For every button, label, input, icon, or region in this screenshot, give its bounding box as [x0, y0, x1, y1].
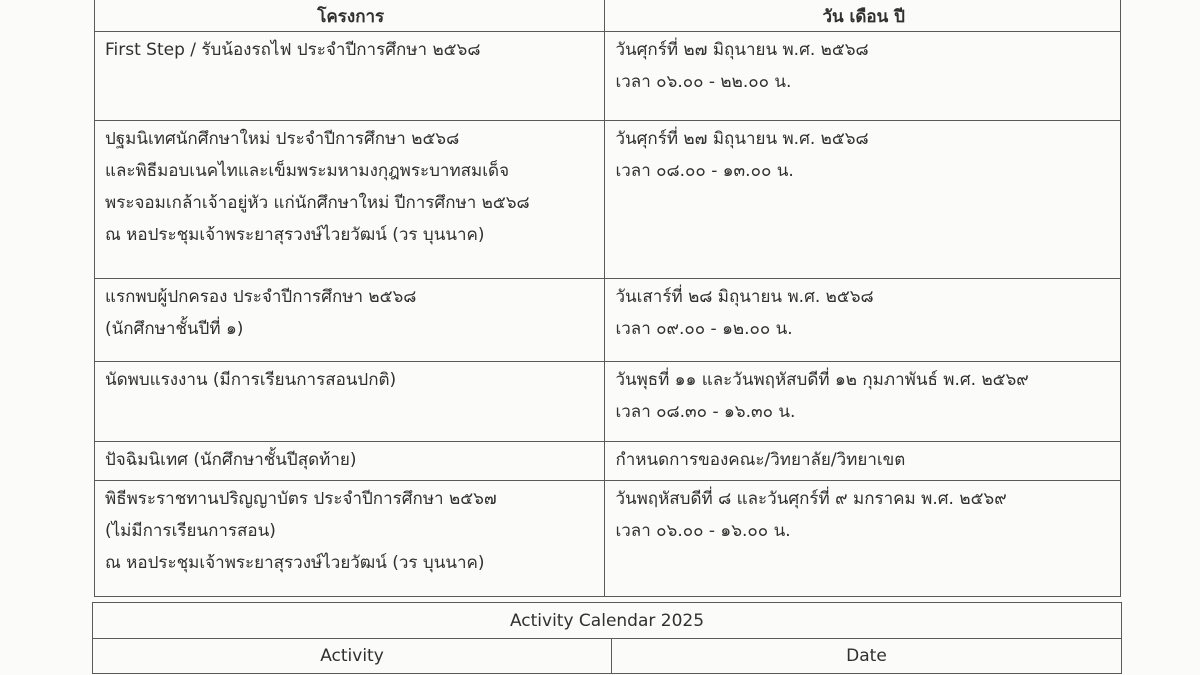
project-line: พระจอมเกล้าเจ้าอยู่หัว แก่นักศึกษาใหม่ ปีการศึกษา ๒๕๖๘ — [105, 193, 530, 213]
time-line: เวลา ๐๘.๐๐ - ๑๓.๐๐ น. — [615, 161, 794, 181]
english-activity-table — [92, 602, 1122, 674]
date-line: วันศุกร์ที่ ๒๗ มิถุนายน พ.ศ. ๒๕๖๘ — [615, 40, 869, 60]
project-cell — [95, 121, 605, 279]
project-line: ปฐมนิเทศนักศึกษาใหม่ ประจำปีการศึกษา ๒๕๖๘ — [105, 129, 460, 149]
date-line: วันพฤหัสบดีที่ ๘ และวันศุกร์ที่ ๙ มกราคม พ.ศ. ๒๕๖๙ — [615, 489, 1007, 509]
date-cell — [605, 121, 1121, 279]
project-cell — [95, 279, 605, 362]
project-cell — [95, 481, 605, 597]
table-row — [95, 362, 1121, 442]
project-line: First Step / รับน้องรถไฟ ประจำปีการศึกษา ๒๕๖๘ — [105, 40, 481, 60]
date-cell — [605, 32, 1121, 121]
project-line: (ไม่มีการเรียนการสอน) — [105, 521, 276, 541]
table-row — [95, 442, 1121, 481]
date-cell — [605, 279, 1121, 362]
header-project: โครงการ — [95, 0, 605, 32]
project-line: นัดพบแรงงาน (มีการเรียนการสอนปกติ) — [105, 370, 397, 390]
date-line: วันพุธที่ ๑๑ และวันพฤหัสบดีที่ ๑๒ กุมภาพันธ์ พ.ศ. ๒๕๖๙ — [615, 370, 1029, 390]
date-cell — [605, 481, 1121, 597]
project-line: ณ หอประชุมเจ้าพระยาสุรวงษ์ไวยวัฒน์ (วร บุนนาค) — [105, 553, 485, 573]
date-line: วันเสาร์ที่ ๒๘ มิถุนายน พ.ศ. ๒๕๖๘ — [615, 287, 874, 307]
thai-activity-table — [94, 0, 1121, 597]
time-line: เวลา ๐๙.๐๐ - ๑๒.๐๐ น. — [615, 319, 793, 339]
project-line: พิธีพระราชทานปริญญาบัตร ประจำปีการศึกษา ๒๕๖๗ — [105, 489, 497, 509]
english-table-caption: Activity Calendar 2025 — [93, 603, 1122, 639]
table-row — [95, 32, 1121, 121]
project-line: ปัจฉิมนิเทศ (นักศึกษาชั้นปีสุดท้าย) — [105, 450, 357, 470]
time-line: เวลา ๐๘.๓๐ - ๑๖.๓๐ น. — [615, 402, 796, 422]
project-line: และพิธีมอบเนคไทและเข็มพระมหามงกุฎพระบาทสมเด็จ — [105, 161, 510, 181]
time-line: เวลา ๐๖.๐๐ - ๑๖.๐๐ น. — [615, 521, 791, 541]
date-cell — [605, 362, 1121, 442]
header-date: วัน เดือน ปี — [605, 0, 1121, 32]
date-line: กำหนดการของคณะ/วิทยาลัย/วิทยาเขต — [615, 450, 906, 470]
date-line: วันศุกร์ที่ ๒๗ มิถุนายน พ.ศ. ๒๕๖๘ — [615, 129, 869, 149]
project-line: ณ หอประชุมเจ้าพระยาสุรวงษ์ไวยวัฒน์ (วร บุนนาค) — [105, 225, 485, 245]
english-table-caption-row — [93, 603, 1122, 639]
english-table-header-row — [93, 639, 1122, 674]
table-row — [95, 279, 1121, 362]
table-row — [95, 481, 1121, 597]
header-date-en: Date — [612, 639, 1122, 674]
thai-table-header-row — [95, 0, 1121, 32]
time-line: เวลา ๐๖.๐๐ - ๒๒.๐๐ น. — [615, 72, 792, 92]
date-cell — [605, 442, 1121, 481]
project-line: (นักศึกษาชั้นปีที่ ๑) — [105, 319, 244, 339]
table-row — [95, 121, 1121, 279]
project-cell — [95, 442, 605, 481]
project-cell — [95, 362, 605, 442]
project-cell — [95, 32, 605, 121]
project-line: แรกพบผู้ปกครอง ประจำปีการศึกษา ๒๕๖๘ — [105, 287, 417, 307]
header-activity: Activity — [93, 639, 612, 674]
